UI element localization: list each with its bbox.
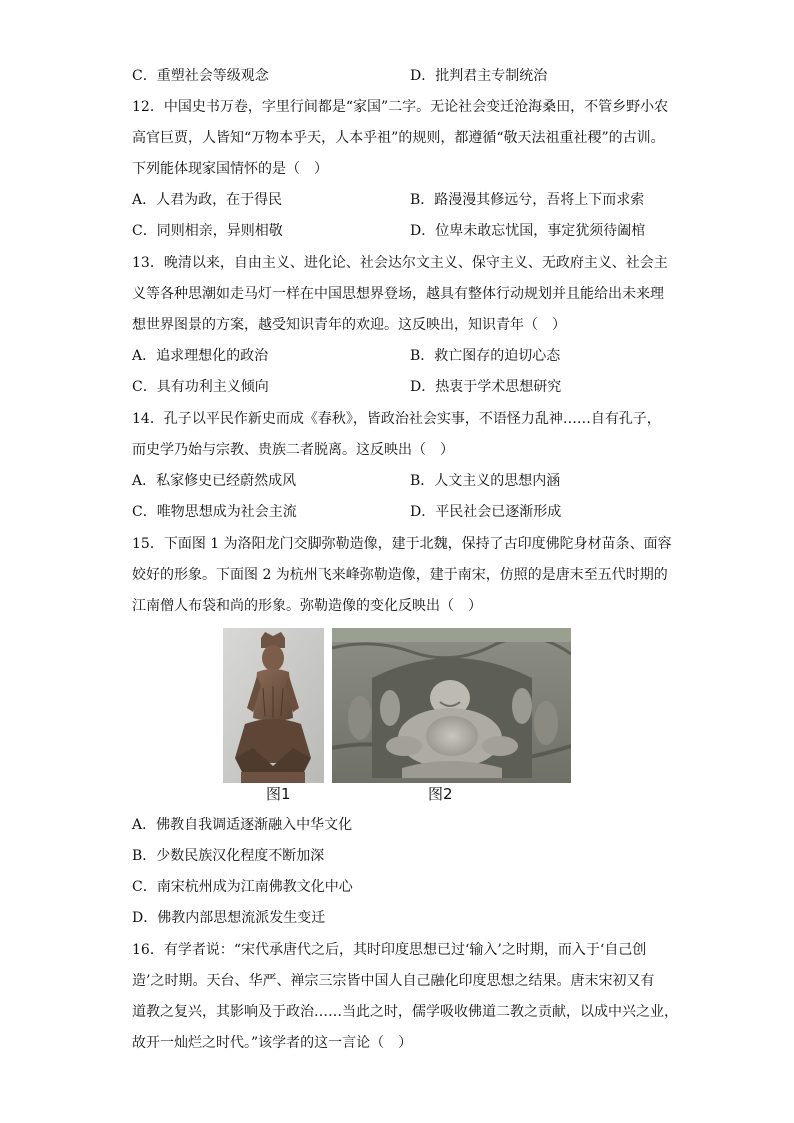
figure-2-relief-photo bbox=[332, 628, 571, 783]
q13-stem-line-2: 义等各种思潮如走马灯一样在中国思想界登场，越具有整体行动规划并且能给出未来理 bbox=[132, 286, 664, 302]
maitreya-statue-image bbox=[223, 628, 324, 783]
q13-option-d: D．热衷于学术思想研究 bbox=[410, 379, 562, 395]
q15-option-d: D．佛教内部思想流派发生变迁 bbox=[132, 910, 326, 926]
q12-stem-line-3: 下列能体现家国情怀的是（ ） bbox=[132, 161, 328, 177]
q15-stem-line-3: 江南僧人布袋和尚的形象。弥勒造像的变化反映出（ ） bbox=[132, 598, 482, 614]
q13-option-c: C．具有功利主义倾向 bbox=[132, 379, 269, 395]
q13-option-b: B．救亡图存的迫切心态 bbox=[410, 348, 561, 364]
q14-option-a: A．私家修史已经蔚然成风 bbox=[132, 473, 297, 489]
q14-option-c: C．唯物思想成为社会主流 bbox=[132, 504, 297, 520]
figure-1-caption: 图1 bbox=[266, 785, 291, 803]
q11-option-c: C．重塑社会等级观念 bbox=[132, 68, 269, 84]
q14-stem-line-1: 14．孔子以平民作新史而成《春秋》，皆政治社会实事，不语怪力乱神……自有孔子， bbox=[132, 411, 661, 427]
q16-stem-line-2: 造’之时期。天台、华严、禅宗三宗皆中国人自己融化印度思想之结果。唐末宋初又有 bbox=[132, 973, 655, 989]
budai-relief-image bbox=[332, 628, 571, 783]
q15-option-a: A．佛教自我调适逐渐融入中华文化 bbox=[132, 817, 353, 833]
figure-1-statue-photo bbox=[223, 628, 324, 783]
q12-stem-line-2: 高官巨贾，人皆知“万物本乎天，人本乎祖”的规则，都遵循“敬天法祖重社稷”的古训。 bbox=[132, 130, 665, 146]
q16-stem-line-4: 故开一灿烂之时代。”该学者的这一言论（ ） bbox=[132, 1035, 413, 1051]
q13-stem-line-3: 想世界图景的方案，越受知识青年的欢迎。这反映出，知识青年（ ） bbox=[132, 317, 566, 333]
q15-option-b: B．少数民族汉化程度不断加深 bbox=[132, 848, 325, 864]
q12-option-d: D．位卑未敢忘忧国，事定犹须待阖棺 bbox=[410, 223, 646, 239]
figure-2-caption: 图2 bbox=[428, 785, 453, 803]
q12-stem-line-1: 12．中国史书万卷，字里行间都是“家国”二字。无论社会变迁沧海桑田，不管乡野小农 bbox=[132, 99, 669, 115]
q12-option-c: C．同则相亲，异则相敬 bbox=[132, 223, 283, 239]
q12-option-b: B．路漫漫其修远兮，吾将上下而求索 bbox=[410, 192, 645, 208]
q13-option-a: A．追求理想化的政治 bbox=[132, 348, 269, 364]
q15-stem-line-1: 15．下面图 1 为洛阳龙门交脚弥勒造像，建于北魏，保持了古印度佛陀身材苗条、面容 bbox=[132, 536, 672, 552]
q14-option-d: D．平民社会已逐渐形成 bbox=[410, 504, 562, 520]
q14-stem-line-2: 而史学乃始与宗教、贵族二者脱离。这反映出（ ） bbox=[132, 442, 454, 458]
q15-stem-line-2: 姣好的形象。下面图 2 为杭州飞来峰弥勒造像，建于南宋，仿照的是唐末至五代时期的 bbox=[132, 567, 668, 583]
q16-stem-line-1: 16．有学者说：“宋代承唐代之后，其时印度思想已过‘输入’之时期，而入于‘自己创 bbox=[132, 942, 647, 958]
q16-stem-line-3: 道教之复兴，其影响及于政治……当此之时，儒学吸收佛道二教之贡献，以成中兴之业， bbox=[132, 1004, 678, 1020]
q15-option-c: C．南宋杭州成为江南佛教文化中心 bbox=[132, 879, 353, 895]
q13-stem-line-1: 13．晚清以来，自由主义、进化论、社会达尔文主义、保守主义、无政府主义、社会主 bbox=[132, 255, 668, 271]
q12-option-a: A．人君为政，在于得民 bbox=[132, 192, 283, 208]
q14-option-b: B．人文主义的思想内涵 bbox=[410, 473, 561, 489]
q11-option-d: D．批判君主专制统治 bbox=[410, 68, 548, 84]
